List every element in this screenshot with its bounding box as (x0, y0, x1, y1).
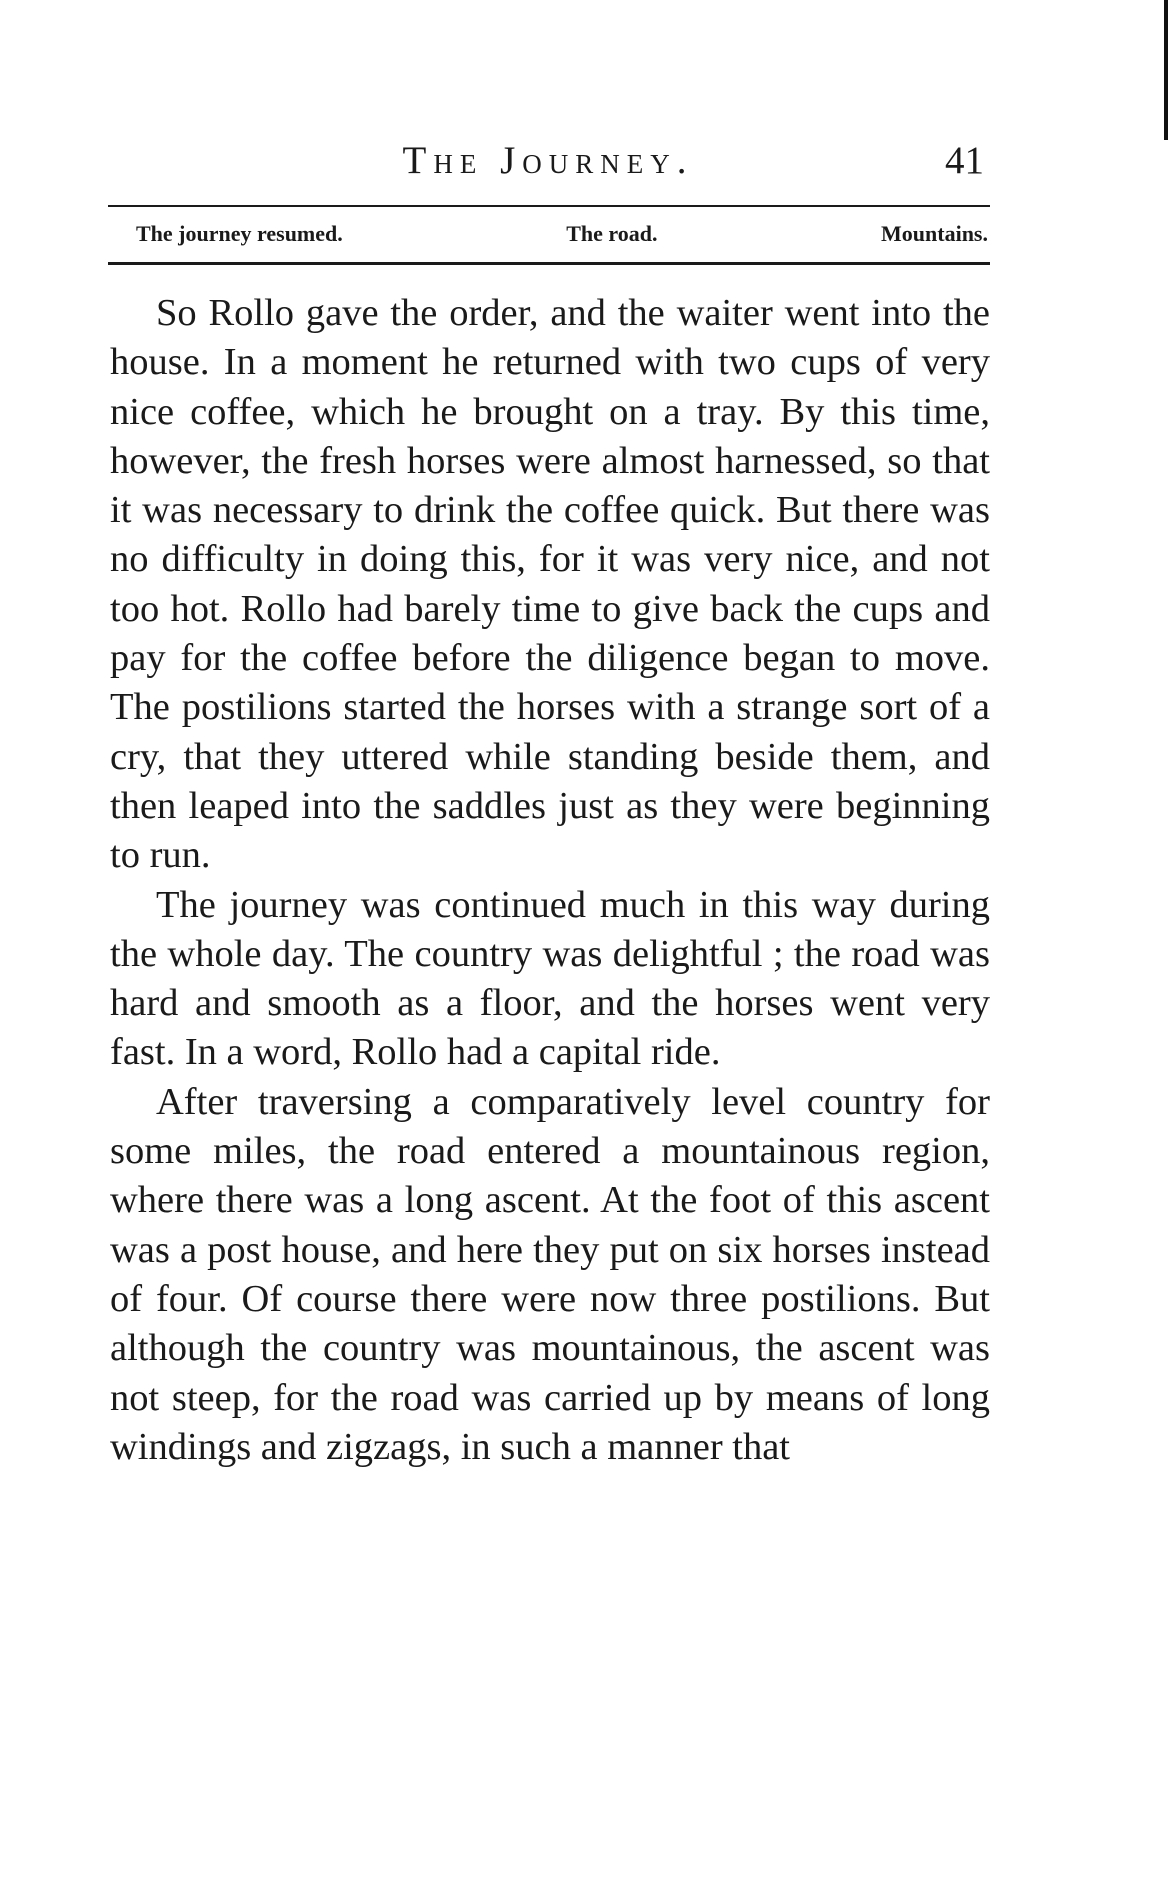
subhead-left: The journey resumed. (136, 221, 343, 246)
subhead-right: Mountains. (881, 221, 988, 246)
header-rule-top (108, 205, 990, 207)
paragraph: So Rollo gave the order, and the waiter went into the house. In a moment he returned with two cups of very nice coffee, which he brought on a tray. By this time, however, the fresh horses were almost harnessed, so that it was necessary to drink the coffee quick. But there was no difficulty in doing this, for it was very nice, and not too hot. Rollo had barely time to give back the cups and pay for the coffee before the diligence began to move. The postilions started the horses with a strange sort of a cry, that they uttered while standing beside them, and then leaped into the saddles just as they were beginning to run. (110, 292, 990, 877)
paragraph: The journey was continued much in this way during the whole day. The country was delightful ; the road was hard and smooth as a floor, and the horses went very fast. In a word, Rollo had a capital ride. (110, 883, 990, 1074)
running-title: The Journey. (402, 139, 694, 182)
body-text (110, 289, 990, 1472)
scan-edge-mark (1164, 0, 1168, 140)
paragraph: After traversing a comparatively level country for some miles, the road entered a mountainous region, where there was a long ascent. At the foot of this ascent was a post house, and here they put on six horses instead of four. Of course there were now three postilions. But although the country was mountainous, the ascent was not steep, for the road was carried up by means of long windings and zigzags, in such a manner that (110, 1080, 990, 1468)
subhead-center: The road. (566, 221, 658, 246)
section-subheads (136, 221, 988, 253)
header-rule-bottom (108, 262, 990, 265)
page-number: 41 (945, 139, 984, 182)
page-header (108, 138, 988, 188)
